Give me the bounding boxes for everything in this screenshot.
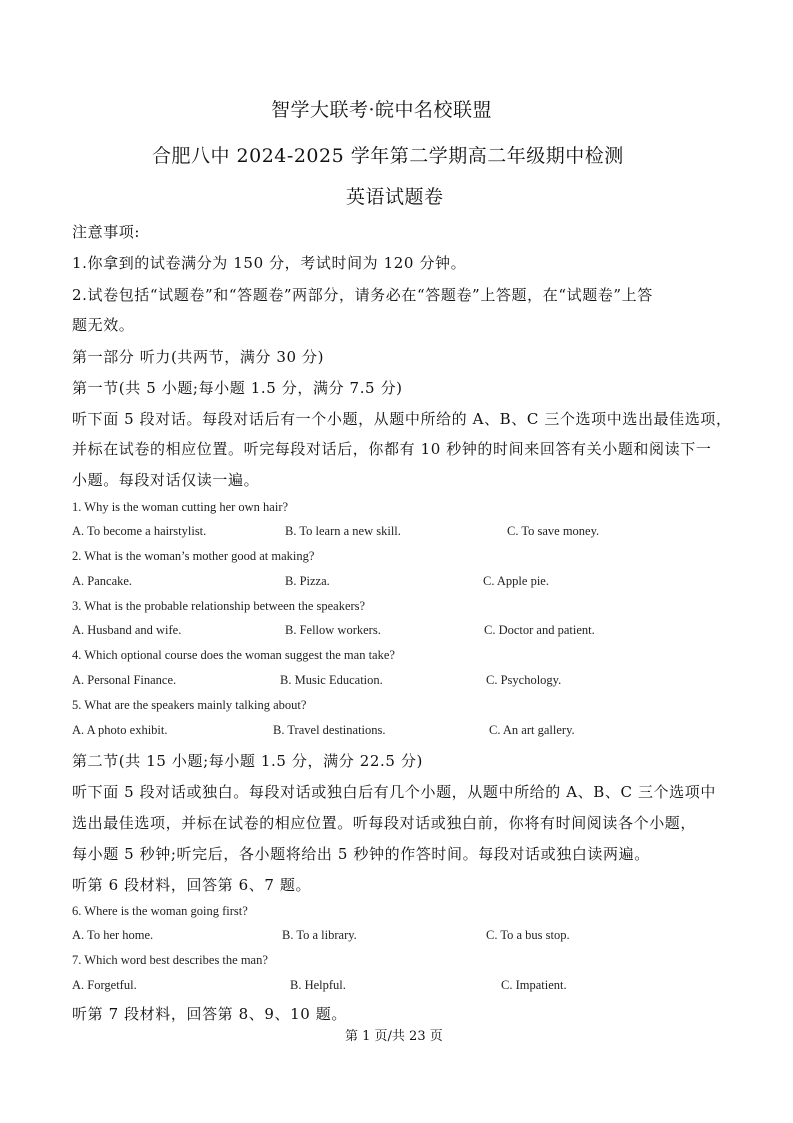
question-5-option-c: C. An art gallery. [489, 723, 575, 737]
question-3-option-c: C. Doctor and patient. [484, 623, 595, 637]
question-3: 3. What is the probable relationship between the speakers? [72, 599, 366, 613]
section-1-instruction-line-2: 并标在试卷的相应位置。听完每段对话后，你都有 10 秒钟的时间来回答有关小题和阅读下一 [72, 440, 712, 458]
question-4-option-a: A. Personal Finance. [72, 673, 177, 687]
notice-heading: 注意事项: [72, 223, 141, 241]
question-6: 6. Where is the woman going first? [72, 904, 248, 918]
question-4: 4. Which optional course does the woman suggest the man take? [72, 648, 395, 662]
notice-item-2-line-2: 题无效。 [72, 316, 135, 334]
section-2-heading: 第二节(共 15 小题;每小题 1.5 分，满分 22.5 分) [72, 752, 423, 770]
question-7-option-b: B. Helpful. [290, 978, 346, 992]
exam-school-title: 合肥八中 2024-2025 学年第二学期高二年级期中检测 [152, 145, 624, 167]
question-1: 1. Why is the woman cutting her own hair? [72, 500, 289, 514]
question-6-option-a: A. To her home. [72, 928, 154, 942]
question-1-option-a: A. To become a hairstylist. [72, 524, 207, 538]
question-5: 5. What are the speakers mainly talking about? [72, 698, 307, 712]
question-6-option-c: C. To a bus stop. [486, 928, 570, 942]
question-5-option-a: A. A photo exhibit. [72, 723, 168, 737]
question-1-option-c: C. To save money. [507, 524, 600, 538]
question-1-option-b: B. To learn a new skill. [285, 524, 401, 538]
section-2-instruction-line-2: 选出最佳选项，并标在试卷的相应位置。听每段对话或独白前，你将有时间阅读各个小题， [72, 814, 697, 832]
section-1-instruction-line-1: 听下面 5 段对话。每段对话后有一个小题，从题中所给的 A、B、C 三个选项中选出最佳选项， [72, 410, 732, 428]
section-2-instruction-line-3: 每小题 5 秒钟;听完后，各小题将给出 5 秒钟的作答时间。每段对话或独白读两遍。 [72, 845, 650, 863]
page-number: 第 1 页/共 23 页 [345, 1029, 443, 1044]
question-2-option-c: C. Apple pie. [483, 574, 549, 588]
material-6-instruction: 听第 6 段材料，回答第 6、7 题。 [72, 876, 312, 894]
question-2-option-a: A. Pancake. [72, 574, 133, 588]
exam-subject-title: 英语试题卷 [346, 186, 444, 208]
section-1-heading: 第一节(共 5 小题;每小题 1.5 分，满分 7.5 分) [72, 379, 403, 397]
exam-alliance-title: 智学大联考·皖中名校联盟 [271, 99, 493, 121]
question-4-option-c: C. Psychology. [486, 673, 562, 687]
question-7-option-a: A. Forgetful. [72, 978, 137, 992]
question-2-option-b: B. Pizza. [285, 574, 330, 588]
question-7: 7. Which word best describes the man? [72, 953, 268, 967]
notice-item-1: 1.你拿到的试卷满分为 150 分，考试时间为 120 分钟。 [72, 254, 467, 272]
part-1-heading: 第一部分 听力(共两节，满分 30 分) [72, 348, 325, 366]
question-3-option-a: A. Husband and wife. [72, 623, 182, 637]
notice-item-2-line-1: 2.试卷包括“试题卷”和“答题卷”两部分，请务必在“答题卷”上答题，在“试题卷”上答 [72, 286, 653, 304]
question-3-option-b: B. Fellow workers. [285, 623, 381, 637]
question-2: 2. What is the woman’s mother good at making? [72, 549, 315, 563]
question-7-option-c: C. Impatient. [501, 978, 567, 992]
question-5-option-b: B. Travel destinations. [273, 723, 386, 737]
material-7-instruction: 听第 7 段材料，回答第 8、9、10 题。 [72, 1005, 347, 1023]
section-1-instruction-line-3: 小题。每段对话仅读一遍。 [72, 471, 260, 489]
question-4-option-b: B. Music Education. [280, 673, 383, 687]
question-6-option-b: B. To a library. [282, 928, 357, 942]
section-2-instruction-line-1: 听下面 5 段对话或独白。每段对话或独白后有几个小题，从题中所给的 A、B、C 三个选项中 [72, 783, 716, 801]
